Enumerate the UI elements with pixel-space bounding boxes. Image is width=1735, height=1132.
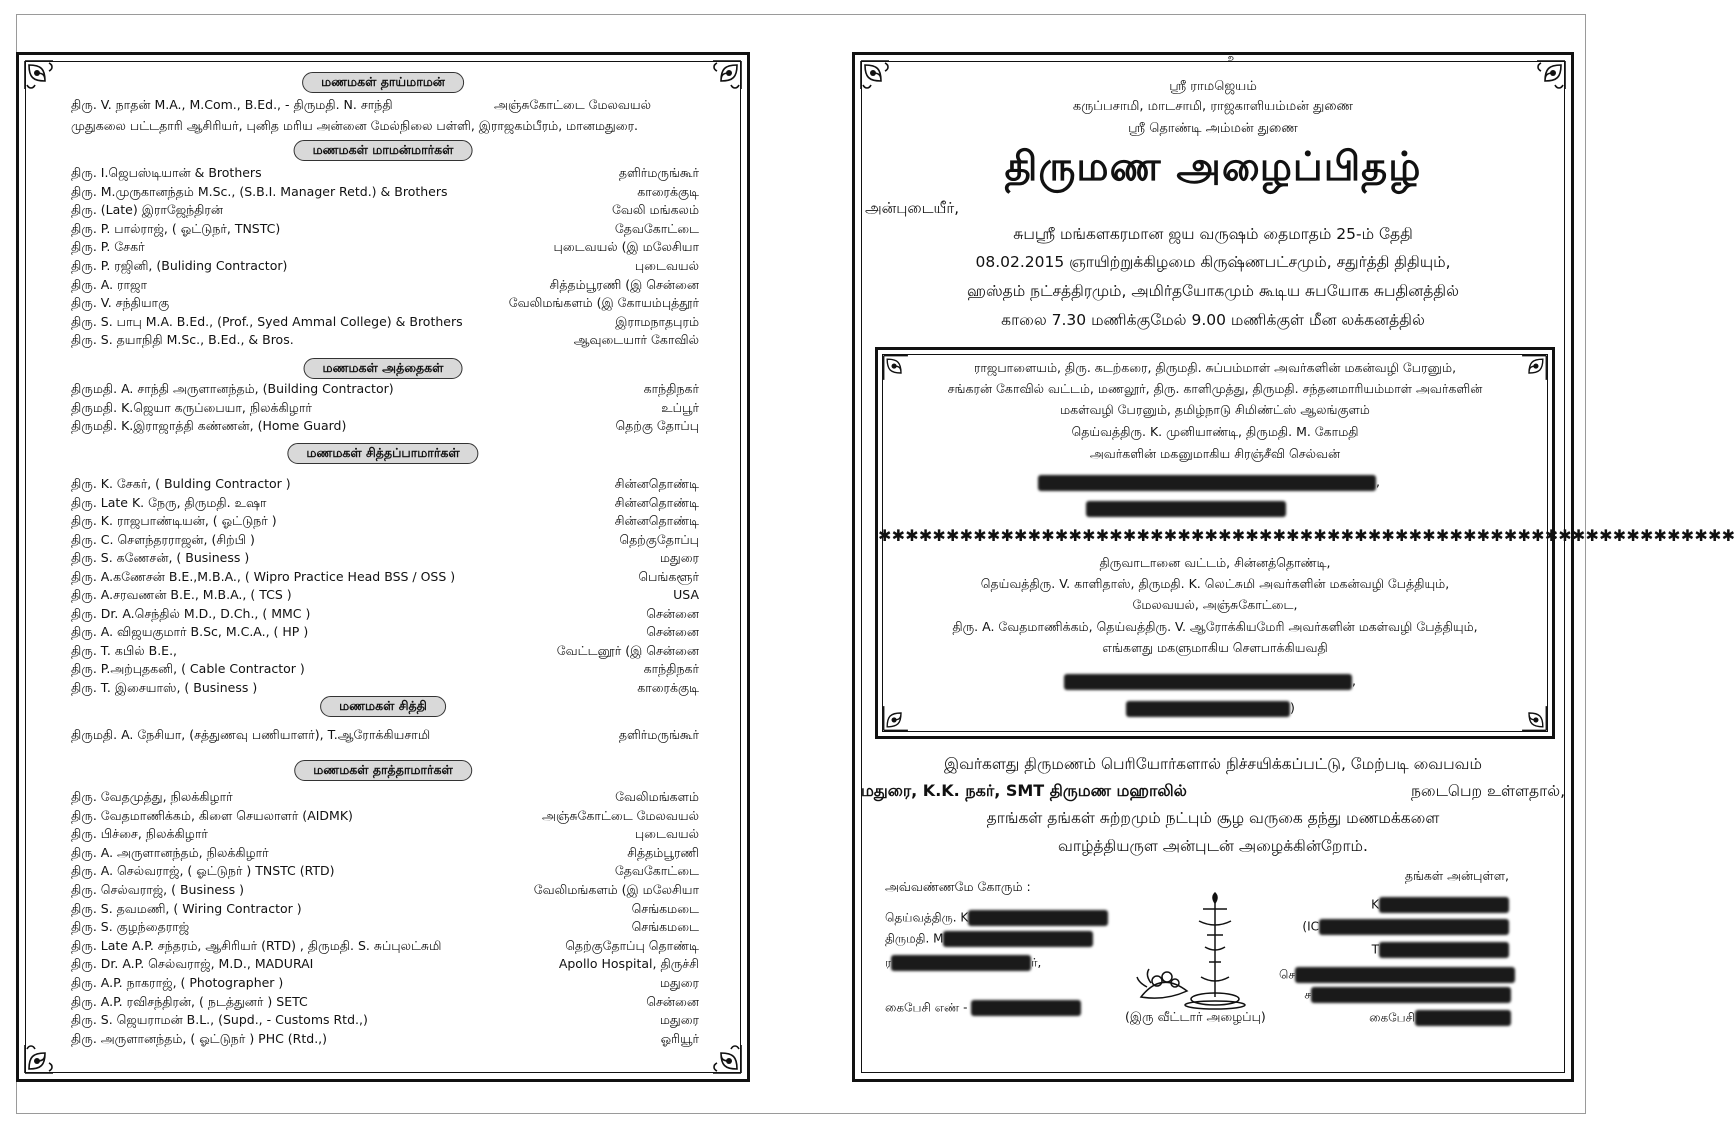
relative-place: சித்தம்பூரணி (இ சென்னை (549, 276, 699, 292)
relative-name: திரு. T. இசையாஸ், ( Business ) (71, 679, 258, 695)
relative-place: தேவகோட்டை (614, 863, 699, 879)
relative-place: வேட்டனூர் (இ சென்னை (556, 642, 699, 658)
footer-text: ர், (1031, 955, 1042, 970)
relative-name: திருமதி. A. நேசியா, (சத்துணவு பணியாளர்), T.ஆரோக்கியசாமி (71, 727, 431, 742)
footer-text: K (1371, 897, 1379, 912)
groom-family-line: சங்கரன் கோவில் வட்டம், மணலூர், திரு. காளிமுத்து, திருமதி. சந்தனமாரியம்மாள் அவர்களின் (947, 381, 1483, 396)
relative-name: திரு. S. ஜெயராமன் B.L., (Supd., - Customs Rtd.,) (71, 1012, 368, 1028)
relative-row (71, 606, 699, 624)
footer-line (885, 910, 1108, 927)
relative-name: திரு. C. சௌந்தரராஜன், (சிற்பி ) (71, 531, 255, 547)
footer-line (885, 955, 1041, 972)
relative-name: திரு. A. செல்வராஜ், ( ஓட்டுநர் ) TNSTC (RTD) (71, 863, 335, 879)
relative-row (71, 661, 699, 679)
footer-line (1369, 1010, 1511, 1027)
relative-place: புடைவயல் (இ மலேசியா (553, 239, 699, 255)
relative-row (71, 994, 699, 1012)
relative-place: வேலிமங்களம் (இ மலேசியா (533, 882, 699, 897)
footer-line (885, 1000, 1081, 1017)
relative-place: சித்தம்பூரணி (627, 844, 699, 860)
relative-place: தளிர்மருங்கூர் (618, 165, 699, 180)
section-heading: மணமகள் சித்தி (320, 696, 446, 717)
relative-row (71, 624, 699, 642)
lamp-caption: (இரு வீட்டார் அழைப்பு) (1125, 1009, 1266, 1024)
relative-name: திரு. Dr. A.P. செல்வராஜ், M.D., MADURAI (71, 956, 314, 972)
relative-name: திரு. S. தவமணி, ( Wiring Contractor ) (71, 900, 302, 916)
star-divider: ✱✱✱✱✱✱✱✱✱✱✱✱✱✱✱✱✱✱✱✱✱✱✱✱✱✱✱✱✱✱✱✱✱✱✱✱✱✱✱✱✱✱✱✱✱✱✱✱✱✱✱✱✱✱✱✱✱✱✱✱✱✱✱ (878, 526, 1735, 545)
relative-name: திரு. S. பாபு M.A. B.Ed., (Prof., Syed Ammal College) & Brothers (71, 313, 463, 329)
footer-line (1304, 987, 1511, 1004)
bride-detail-redacted (1126, 700, 1295, 717)
phone-label: கைபேசி (1369, 1010, 1415, 1025)
relative-name: திரு. A.P. நாகராஜ், ( Photographer ) (71, 975, 284, 990)
relative-row (71, 587, 699, 605)
relative-name: திரு. பிச்சை, நிலக்கிழார் (71, 826, 208, 842)
relative-place: வேலிமங்களம் (615, 789, 699, 804)
relative-name: திரு. K. ராஜபாண்டியன், ( ஓட்டுநர் ) (71, 513, 277, 528)
relative-place: சின்னதொண்டி (614, 513, 699, 528)
groom-family-line: தெய்வத்திரு. K. முனியாண்டி, திருமதி. M. கோமதி (1071, 424, 1359, 439)
relative-row (71, 845, 699, 863)
footer-line (1371, 897, 1509, 913)
kuthuvilakku-lamp-icon (1127, 887, 1277, 1012)
relative-row (71, 400, 699, 418)
relative-name: திரு. Dr. A.செந்தில் M.D., D.Ch., ( MMC ) (71, 605, 311, 621)
footer-heading: அவ்வண்ணமே கோரும் : (885, 879, 1031, 894)
footer-line (885, 931, 1093, 948)
relative-row (71, 165, 699, 183)
relative-place: தளிர்மருங்கூர் (618, 727, 699, 742)
relative-row (71, 295, 699, 313)
relative-row (71, 789, 699, 807)
groom-family-line: அவர்களின் மகனுமாகிய சிரஞ்சீவி செல்வன் (1089, 446, 1341, 461)
relative-place: தெற்குதோப்பு (619, 531, 699, 547)
relative-row (71, 513, 699, 531)
relative-place: காந்திநகர் (643, 661, 699, 676)
corner-ornament-icon (23, 59, 67, 103)
relative-place: வேலிமங்களம் (இ கோயம்புத்தூர் (508, 295, 699, 311)
relative-name: திரு. (Late) இராஜேந்திரன் (71, 202, 224, 218)
groom-name-redacted (1038, 474, 1380, 491)
relative-note: முதுகலை பட்டதாரி ஆசிரியர், புனித மரிய அன்னை மேல்நிலை பள்ளி, இராஜகம்பீரம், மானமதுரை. (71, 118, 639, 133)
relative-place: சென்னை (646, 605, 699, 621)
invite-line: இவர்களது திருமணம் பெரியோர்களால் நிச்சயிக்கப்பட்டு, மேற்படி வைபவம் (944, 755, 1482, 773)
relative-row (71, 184, 699, 202)
muhurtham-line: சுபஸ்ரீ மங்களகரமான ஜய வருஷம் தைமாதம் 25-ம் தேதி (1013, 225, 1413, 243)
comma: , (1376, 474, 1380, 489)
relative-row (71, 277, 699, 295)
relative-row (71, 863, 699, 881)
invocation-line: கருப்பசாமி, மாடசாமி, ராஜகாளியம்மன் துணை (1072, 99, 1354, 114)
relative-row (71, 919, 699, 937)
pillaiyar-suzhi: உ (1227, 51, 1239, 65)
paren: ) (1290, 700, 1295, 715)
bride-family-line: திருவாடானை வட்டம், சின்னத்தொண்டி, (1099, 555, 1331, 570)
corner-ornament-icon (699, 1031, 743, 1075)
relative-row (71, 202, 699, 220)
relative-place: சின்னதொண்டி (614, 494, 699, 510)
relative-place: செங்கமடை (631, 919, 699, 935)
relative-name: திரு. P. ரஜினி, (Buliding Contractor) (71, 258, 288, 273)
groom-family-line: ராஜபாளையம், திரு. கடற்கரை, திருமதி. சுப்பம்மாள் அவர்களின் மகன்வழி பேரனும், (973, 360, 1457, 375)
relative-name: திரு. T. கபில் B.E., (71, 642, 178, 658)
relative-place: USA (673, 587, 699, 602)
relative-row (71, 495, 699, 513)
relative-place: காரைக்குடி (637, 679, 699, 695)
relative-name: திரு. A.சரவணன் B.E., M.B.A., ( TCS ) (71, 587, 292, 602)
salutation: அன்புடையீர், (865, 199, 959, 217)
relative-name: திரு. P. சேகர் (71, 239, 145, 255)
relative-name: திருமதி. K.ஜெயா கருப்பையா, நிலக்கிழார் (71, 399, 312, 415)
relative-row (71, 882, 699, 900)
relative-row (71, 418, 699, 436)
relative-place: காந்திநகர் (643, 381, 699, 396)
relative-name: திரு. K. சேகர், ( Bulding Contractor ) (71, 476, 291, 491)
corner-ornament-icon (1510, 694, 1548, 732)
relative-row (71, 901, 699, 919)
invite-line: தாங்கள் தங்கள் சுற்றமும் நட்பும் சூழ வருகை தந்து மணமக்களை (986, 809, 1440, 827)
invocation-line: ஸ்ரீ ராமஜெயம் (1169, 79, 1257, 94)
relative-place: புடைவயல் (634, 826, 699, 842)
relative-place: புடைவயல் (634, 258, 699, 273)
footer-text: திருமதி. M (885, 931, 944, 946)
relative-row (71, 476, 699, 494)
relative-row (71, 1012, 699, 1030)
relative-place: தெற்குதோப்பு தொண்டி (565, 937, 699, 953)
relative-row (71, 381, 699, 399)
footer-heading: தங்கள் அன்புள்ள, (1404, 868, 1509, 883)
relative-row (71, 826, 699, 844)
invitation-panel (852, 51, 1735, 1082)
relative-place: மதுரை (659, 550, 699, 565)
invite-line: நடைபெற உள்ளதால், (1410, 782, 1565, 800)
section-heading: மணமகள் சித்தப்பாமார்கள் (287, 443, 478, 464)
groom-detail-redacted (1086, 500, 1286, 517)
relative-name: திரு. A. அருளானந்தம், நிலக்கிழார் (71, 844, 269, 860)
corner-ornament-icon (23, 1031, 67, 1075)
relative-place: Apollo Hospital, திருச்சி (558, 956, 699, 972)
footer-text: ச (1304, 987, 1311, 1002)
relative-name: திருமதி. K.இராஜாத்தி கண்ணன், (Home Guard) (71, 418, 347, 434)
footer-line (1302, 919, 1509, 935)
relative-name: திரு. P. பால்ராஜ், ( ஓட்டுநர், TNSTC) (71, 220, 281, 236)
relative-place: பெங்களூர் (638, 568, 699, 584)
relative-row (71, 532, 699, 550)
relative-name: திரு. S. குழந்தைராஜ் (71, 919, 190, 935)
relative-name: திரு. அருளானந்தம், ( ஓட்டுநர் ) PHC (Rtd.,) (71, 1030, 328, 1046)
relative-name: திரு. செல்வராஜ், ( Business ) (71, 882, 244, 897)
venue: மதுரை, K.K. நகர், SMT திருமண மஹாலில் (861, 781, 1187, 800)
relative-place: காரைக்குடி (637, 183, 699, 199)
relative-row (71, 569, 699, 587)
relative-row (71, 258, 699, 276)
relative-place: உப்பூர் (661, 399, 699, 415)
relative-place: இராமநாதபுரம் (615, 313, 699, 329)
relative-row (71, 956, 699, 974)
relative-place: தெற்கு தோப்பு (615, 418, 699, 434)
relative-row (71, 1031, 699, 1049)
relative-place: சென்னை (646, 993, 699, 1009)
relative-row (71, 680, 699, 698)
bride-name-redacted (1064, 673, 1356, 690)
relative-row (71, 727, 699, 745)
footer-text: T (1371, 942, 1379, 957)
relative-row (71, 643, 699, 661)
bride-family-line: எங்களது மகளுமாகிய சௌபாக்கியவதி (1102, 640, 1328, 655)
relative-place: அஞ்சுகோட்டை மேலவயல் (494, 97, 651, 112)
footer-text: (IC (1302, 919, 1319, 934)
relative-name: திரு. V. நாதன் M.A., M.Com., B.Ed., - திருமதி. N. சாந்தி (71, 97, 393, 112)
relative-name: திரு. வேதமாணிக்கம், கிளை செயலாளர் (AIDMK) (71, 807, 353, 823)
invocation-line: ஸ்ரீ தொண்டி அம்மன் துணை (1128, 121, 1298, 136)
corner-ornament-icon (882, 694, 920, 732)
relative-name: திரு. V. சந்தியாகு (71, 295, 170, 311)
relative-row (71, 975, 699, 993)
muhurtham-line: 08.02.2015 ஞாயிற்றுக்கிழமை கிருஷ்ணபட்சமும், சதுர்த்தி திதியும், (975, 253, 1451, 271)
footer-text: ர (885, 955, 892, 970)
invitation-title: திருமண அழைப்பிதழ் (1004, 143, 1422, 190)
relative-name: திரு. A. ராஜா (71, 276, 147, 292)
relative-name: திரு. S. கணேசன், ( Business ) (71, 550, 250, 565)
relative-row (71, 239, 699, 257)
relative-name: திரு. M.முருகானந்தம் M.Sc., (S.B.I. Manager Retd.) & Brothers (71, 183, 448, 199)
relative-row (71, 938, 699, 956)
couple-details-box (875, 347, 1735, 739)
phone-label: கைபேசி எண் - (885, 1000, 968, 1015)
muhurtham-line: காலை 7.30 மணிக்குமேல் 9.00 மணிக்குள் மீன லக்கனத்தில் (1001, 311, 1425, 329)
relative-row (71, 808, 699, 826)
relative-row (71, 221, 699, 239)
muhurtham-line: ஹஸ்தம் நட்சத்திரமும், அமிர்தயோகமும் கூடிய சுபயோக சுபதினத்தில் (967, 282, 1459, 300)
relative-row (71, 314, 699, 332)
relative-place: அஞ்சுகோட்டை மேலவயல் (542, 807, 699, 823)
footer-line (1279, 967, 1515, 984)
relative-name: திரு. வேதமுத்து, நிலக்கிழார் (71, 789, 233, 804)
bride-family-line: மேலவயல், அஞ்சுகோட்டை, (1132, 597, 1298, 612)
relative-name: திரு. P.அற்புதகனி, ( Cable Contractor ) (71, 661, 305, 676)
relative-place: சென்னை (646, 624, 699, 639)
relative-place: ஆவுடையார் கோவில் (573, 332, 699, 348)
relative-name: திரு. A. விஜயகுமார் B.Sc, M.C.A., ( HP ) (71, 624, 309, 639)
relative-name: திரு. Late A.P. சந்தரம், ஆசிரியர் (RTD) , திருமதி. S. சுப்புலட்சுமி (71, 937, 442, 953)
relative-place: செங்கமடை (631, 900, 699, 916)
section-heading: மணமகள் தாய்மாமன் (302, 72, 464, 93)
relatives-panel (16, 52, 750, 1082)
relative-name: திரு. A.P. ரவிசந்திரன், ( நடத்துனர் ) SETC (71, 993, 308, 1009)
bride-family-line: திரு. A. வேதமாணிக்கம், தெய்வத்திரு. V. ஆரோக்கியமேரி அவர்களின் மகள்வழி பேத்தியும், (952, 619, 1478, 634)
invite-line: வாழ்த்தியருள அன்புடன் அழைக்கின்றோம். (1058, 837, 1368, 855)
relative-name: திரு. S. தயாநிதி M.Sc., B.Ed., & Bros. (71, 332, 294, 348)
relative-row (71, 97, 699, 115)
relative-name: திரு. A.கணேசன் B.E.,M.B.A., ( Wipro Practice Head BSS / OSS ) (71, 568, 456, 584)
groom-family-line: மகள்வழி பேரனும், தமிழ்நாடு சிமிண்ட்ஸ் ஆலங்குளம் (1060, 402, 1370, 417)
relative-place: ஓரியூர் (660, 1030, 699, 1046)
relative-row (71, 550, 699, 568)
corner-ornament-icon (699, 59, 743, 103)
footer-text: செ (1279, 967, 1295, 982)
comma: , (1352, 673, 1356, 688)
relative-place: மதுரை (659, 975, 699, 990)
footer-line (1372, 942, 1509, 958)
relative-name: திரு. Late K. நேரு, திருமதி. உஷா (71, 494, 267, 510)
relative-place: சின்னதொண்டி (614, 476, 699, 491)
relative-place: வேலி மங்கலம் (612, 202, 699, 218)
relative-row (71, 332, 699, 350)
section-heading: மணமகள் அத்தைகள் (304, 358, 463, 379)
section-heading: மணமகள் மாமன்மார்கள் (294, 140, 473, 161)
relative-name: திரு. I.ஜெபஸ்டியான் & Brothers (71, 165, 262, 180)
relative-place: தேவகோட்டை (614, 220, 699, 236)
bride-family-line: தெய்வத்திரு. V. காளிதாஸ், திருமதி. K. லெட்சுமி அவர்களின் மகன்வழி பேத்தியும், (980, 576, 1450, 591)
relative-name: திருமதி. A. சாந்தி அருளானந்தம், (Building Contractor) (71, 381, 394, 396)
section-heading: மணமகள் தாத்தாமார்கள் (294, 760, 472, 781)
footer-text: தெய்வத்திரு. K (885, 910, 969, 925)
relative-place: மதுரை (659, 1012, 699, 1028)
